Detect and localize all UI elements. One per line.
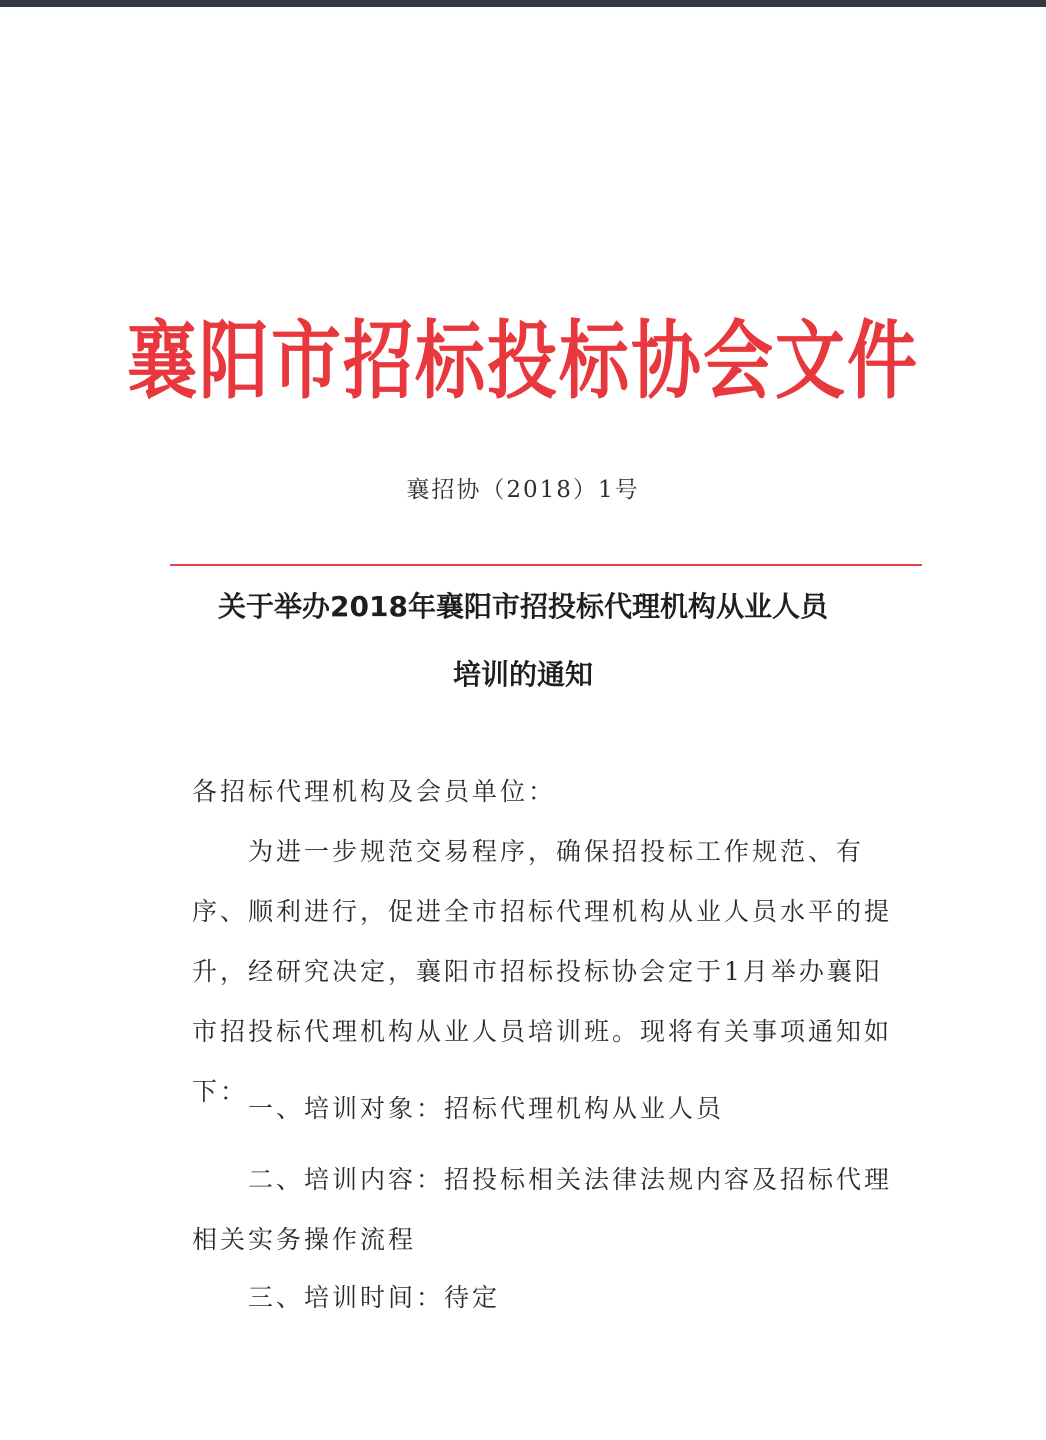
red-divider-line (170, 564, 922, 566)
notice-title-line-2: 培训的通知 (452, 658, 593, 691)
scan-top-edge (0, 0, 1046, 7)
list-item-content: 二、培训内容：招投标相关法律法规内容及招标代理相关实务操作流程 (192, 1165, 893, 1254)
list-item-time: 三、培训时间：待定 (248, 1283, 501, 1312)
list-item-target: 一、培训对象：招标代理机构从业人员 (248, 1094, 725, 1123)
document-header-title: 襄阳市招标投标协会文件 (127, 309, 919, 412)
salutation: 各招标代理机构及会员单位： (192, 777, 557, 806)
notice-title-line-1: 关于举办2018年襄阳市招投标代理机构从业人员 (218, 590, 828, 623)
body-paragraph-1: 为进一步规范交易程序，确保招投标工作规范、有序、顺利进行，促进全市招标代理机构从业人员水平的提升，经研究决定，襄阳市招标投标协会定于1月举办襄阳市招投标代理机构从业人员培训班。现将有关事项通知如下： (192, 837, 893, 1106)
document-number: 襄招协（2018）1号 (406, 477, 640, 503)
